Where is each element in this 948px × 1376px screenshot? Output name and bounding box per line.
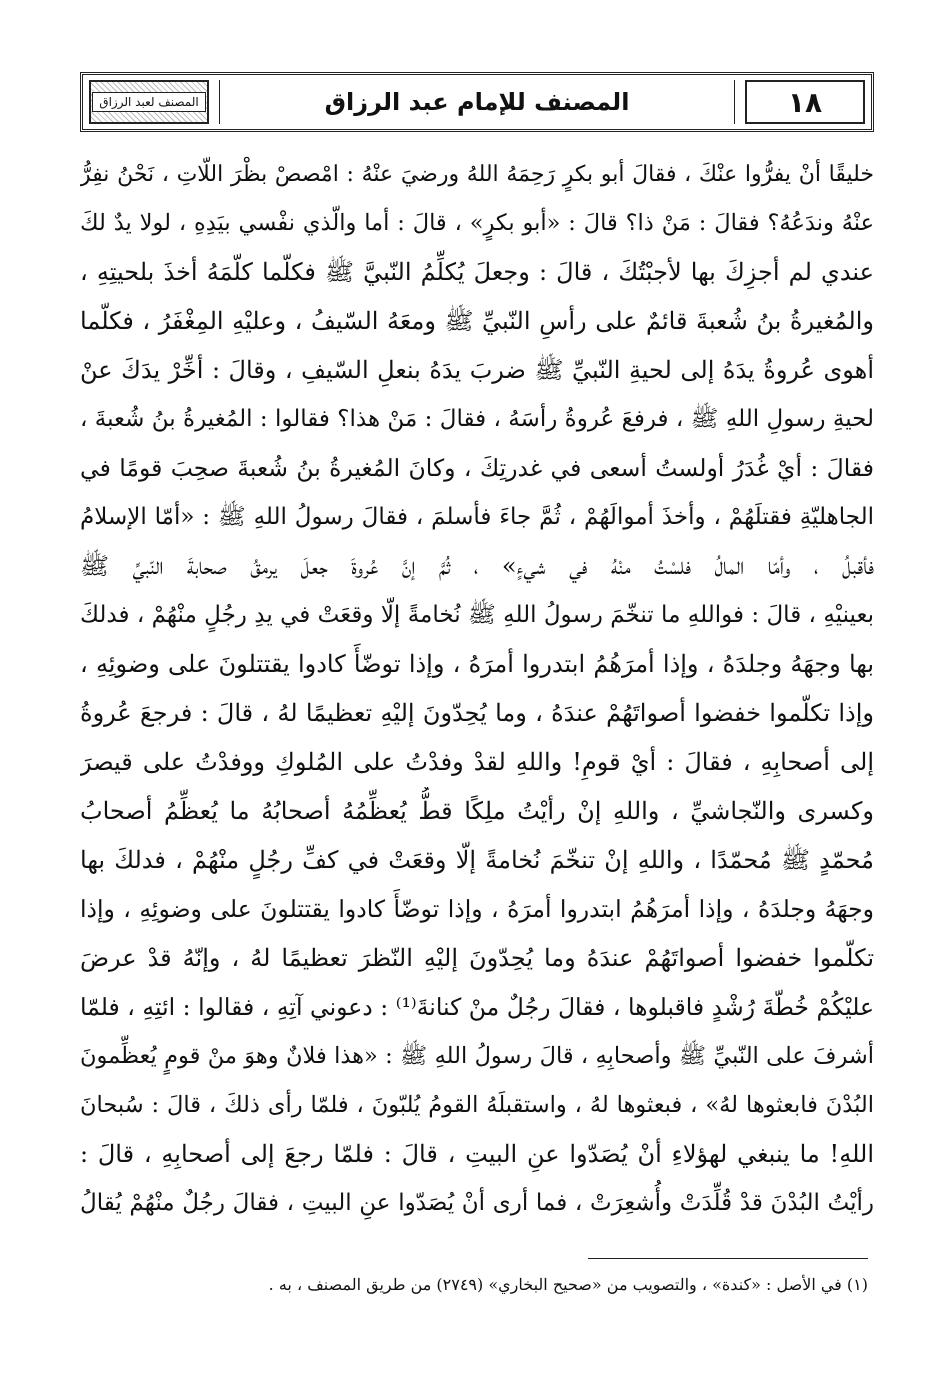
- footnote-divider: [588, 1258, 868, 1259]
- running-title: المصنف للإمام عبد الرزاق: [324, 88, 630, 116]
- left-emblem: [89, 80, 209, 124]
- title-cartouche: [219, 80, 735, 124]
- text-line: خليقًا أنْ يفرُّوا عنْكَ ، فقالَ أبو بكرٍ رَحِمَهُ اللهُ ورضيَ عنْهُ : امْصصْ بظْرَ اللّاتِ ، نَحْنُ نفِرُّ: [80, 162, 874, 187]
- page-number-box: [745, 80, 865, 124]
- text-line: وإذا تكلّموا خفضوا أصواتَهُمْ عندَهُ ، وما يُحِدّونَ إليْهِ تعظيمًا لهُ ، قالَ : فرجعَ عُروةُ: [80, 699, 874, 727]
- text-line: عنْهُ وندَعُهُ؟ فقالَ : مَنْ ذا؟ قالَ : «أبو بكرٍ» ، قالَ : أما والّذي نفْسي بيَدِهِ ، لولا يدٌ لكَ: [80, 210, 874, 236]
- page-header: [80, 72, 874, 132]
- text-line: اللهِ! ما ينبغي لهؤلاءِ أنْ يُصَدّوا عنِ البيتِ ، قالَ : فلمّا رجعَ إلى أصحابِهِ ، قالَ :: [80, 1140, 874, 1168]
- text-line: بها وجهَهُ وجلدَهُ ، وإذا أمرَهُمُ ابتدروا أمرَهُ ، وإذا توضّأَ كادوا يقتتلونَ على وضوئِهِ ،: [80, 650, 874, 678]
- page-number: ١٨: [787, 85, 823, 119]
- text-line: الجاهليّةِ فقتلَهُمْ ، وأخذَ أموالَهُمْ ، ثُمَّ جاءَ فأسلمَ ، فقالَ رسولُ اللهِ ﷺ : «أمّا الإسلامُ: [80, 504, 874, 530]
- text-line: تكلّموا خفضوا أصواتَهُمْ عندَهُ وما يُحِدّونَ إليْهِ النّظرَ تعظيمًا لهُ ، وإنّهُ قدْ عرضَ: [80, 944, 874, 972]
- text-line: بعينيْهِ ، قالَ : فواللهِ ما تنخّمَ رسولُ اللهِ ﷺ نُخامةً إلّا وقعَتْ في يدِ رجُلٍ منْهُمْ ، فدلكَ: [80, 602, 874, 628]
- text-line: رأيْتُ البُدْنَ قدْ قُلِّدَتْ وأُشعِرَتْ ، فما أرى أنْ يُصَدّوا عنِ البيتِ ، فقالَ رجُلٌ منْهُمْ يُقالُ: [80, 1190, 874, 1216]
- text-line: عليْكُمْ خُطّةَ رُشْدٍ فاقبلوها ، فقالَ رجُلٌ منْ كنانةَ⁽¹⁾ : دعوني آتِهِ ، فقالوا : ائتِهِ ، فلمّا: [80, 993, 874, 1021]
- text-line: أشرفَ على النّبيِّ ﷺ وأصحابِهِ ، قالَ رسولُ اللهِ ﷺ : «هذا فلانٌ وهوَ منْ قومٍ يُعظِّمونَ: [80, 1043, 874, 1069]
- emblem-text: المصنف لعبد الرزاق: [92, 92, 205, 112]
- text-line: والمُغيرةُ بنُ شُعبةَ قائمٌ على رأسِ النّبيِّ ﷺ ومعَهُ السّيفُ ، وعليْهِ المِغْفَرُ ، فكلّما: [80, 307, 874, 335]
- text-line: أهوى عُروةُ يدَهُ إلى لحيةِ النّبيِّ ﷺ ضربَ يدَهُ بنعلِ السّيفِ ، وقالَ : أخِّرْ يدَكَ عنْ: [80, 356, 874, 384]
- main-text: [80, 150, 874, 1228]
- text-line: فقالَ : أيْ غُدَرُ أولستُ أسعى في غدرتِكَ ، وكانَ المُغيرةُ بنُ شُعبةَ صحِبَ قومًا في: [80, 454, 874, 482]
- text-line: وكسرى والنّجاشيِّ ، واللهِ إنْ رأيْتُ ملِكًا قطُّ يُعظِّمُهُ أصحابُهُ ما يُعظِّمُ أصحابُ: [80, 797, 874, 825]
- text-line: مُحمّدٍ ﷺ مُحمّدًا ، واللهِ إنْ تنخّمَ نُخامةً إلّا وقعَتْ في كفِّ رجُلٍ منْهُمْ ، فدلكَ بها: [80, 846, 874, 874]
- text-line: عندي لم أجزِكَ بها لأجبْتُكَ ، قالَ : وجعلَ يُكلِّمُ النّبيَّ ﷺ فكلّما كلّمَهُ أخذَ بلحيتِهِ ،: [80, 258, 874, 286]
- text-line: لحيةِ رسولِ اللهِ ﷺ ، فرفعَ عُروةُ رأسَهُ ، فقالَ : مَنْ هذا؟ فقالوا : المُغيرةُ بنُ شُعبةَ ،: [80, 406, 874, 432]
- text-line: فأقبلُ ، وأمّا المالُ فلسْتُ منْهُ في شيءٍ» ، ثُمَّ إنَّ عُروةَ جعلَ يرمقُ صحابةَ النّبيِّ ﷺ: [80, 552, 874, 580]
- text-line: البُدْنَ فابعثوها لهُ» ، فبعثوها لهُ ، واستقبلَهُ القومُ يُلبّونَ ، فلمّا رأى ذلكَ ، قالَ : سُبحانَ: [80, 1092, 874, 1118]
- text-line: وجهَهُ وجلدَهُ ، وإذا أمرَهُمُ ابتدروا أمرَهُ ، وإذا توضّأَ كادوا يقتتلونَ على وضوئِهِ ، وإذا: [80, 895, 874, 923]
- footnote: (١) في الأصل : «كندة» ، والتصويب من «صحيح البخاري» (٢٧٤٩) من طريق المصنف ، به .: [268, 1275, 868, 1294]
- text-line: إلى أصحابِهِ ، فقالَ : أيْ قومِ! واللهِ لقدْ وفدْتُ على المُلوكِ ووفدْتُ على قيصرَ: [80, 748, 874, 776]
